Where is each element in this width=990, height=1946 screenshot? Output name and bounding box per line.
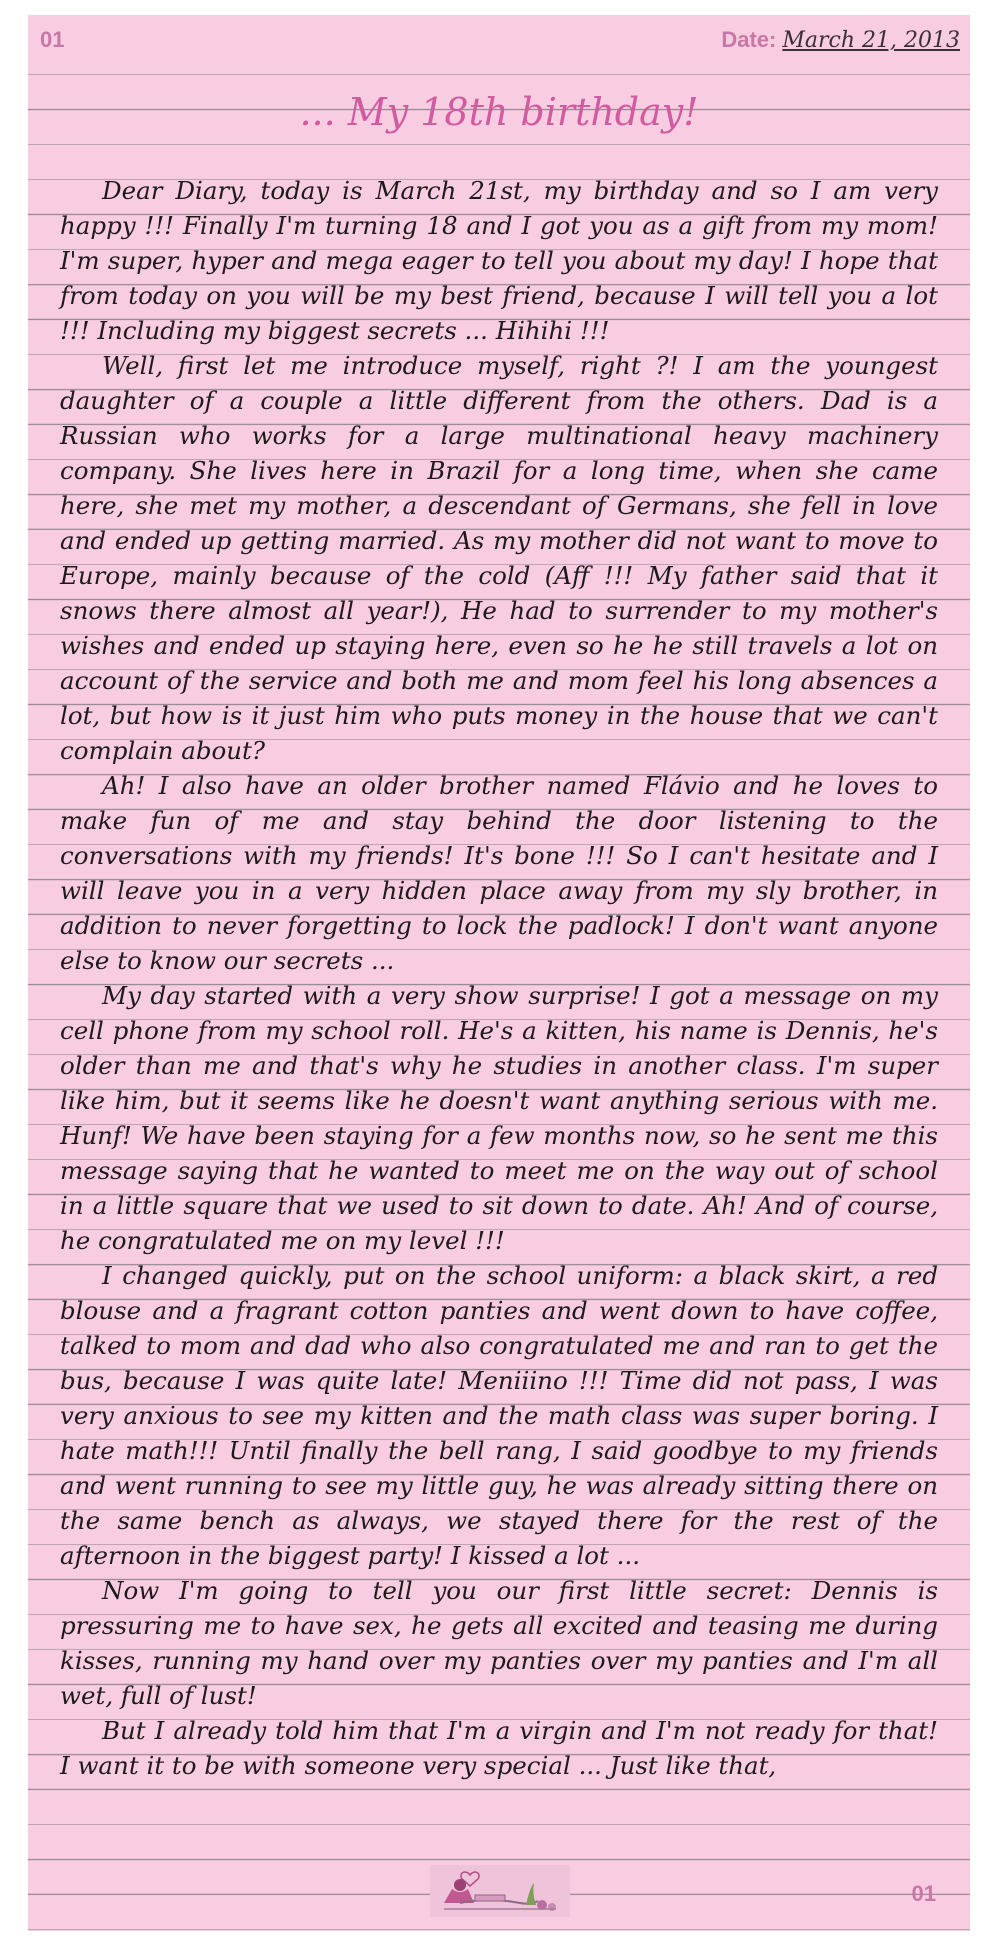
diary-page [28, 15, 970, 1931]
page-number-top: 01 [40, 27, 65, 52]
date-label: Date: [721, 27, 777, 52]
date-value: March 21, 2013 [782, 28, 960, 53]
girl-reading-with-heart-logo-icon [430, 1865, 570, 1917]
diary-paragraph: I changed quickly, put on the school uniform: a black skirt, a red blouse and a fragrant cotton panties and went down to have coffee, talked to mom and dad who also congratulated me and ran to get the bus, because I was quite late! Meniiino !!! Time did not pass, I was very anxious to see my kitten and the math class was super boring. I hate math!!! Until finally the bell rang, I said goodbye to my friends and went running to see my little guy, he was already sitting there on the same bench as always, we stayed there for the rest of the afternoon in the biggest party! I kissed a lot ... [60, 1261, 938, 1570]
diary-paragraph: Ah! I also have an older brother named Flávio and he loves to make fun of me and stay behind the door listening to the conversations with my friends! It's bone !!! So I can't hesitate and I will leave you in a very hidden place away from my sly brother, in addition to never forgetting to lock the padlock! I don't want anyone else to know our secrets ... [60, 771, 938, 975]
diary-entry-body [60, 173, 938, 1783]
diary-paragraph: My day started with a very show surprise! I got a message on my cell phone from my school roll. He's a kitten, his name is Dennis, he's older than me and that's why he studies in another class. I'm super like him, but it seems like he doesn't want anything serious with me. Hunf! We have been staying for a few months now, so he sent me this message saying that he wanted to meet me on the way out of school in a little square that we used to sit down to date. Ah! And of course, he congratulated me on my level !!! [60, 981, 938, 1255]
date-field [721, 27, 960, 53]
diary-paragraph: But I already told him that I'm a virgin and I'm not ready for that! I want it to be with someone very special ... Just like that, [60, 1716, 938, 1780]
diary-paragraph: Well, first let me introduce myself, right ?! I am the youngest daughter of a couple a little different from the others. Dad is a Russian who works for a large multinational heavy machinery company. She lives here in Brazil for a long time, when she came here, she met my mother, a descendant of Germans, she fell in love and ended up getting married. As my mother did not want to move to Europe, mainly because of the cold (Aff !!! My father said that it snows there almost all year!), He had to surrender to my mother's wishes and ended up staying here, even so he he still travels a lot on account of the service and both me and mom feel his long absences a lot, but how is it just him who puts money in the house that we can't complain about? [60, 351, 938, 765]
page-title: ... My 18th birthday! [299, 90, 699, 134]
page-number-bottom: 01 [911, 1881, 936, 1906]
diary-paragraph: Dear Diary, today is March 21st, my birthday and so I am very happy !!! Finally I'm turning 18 and I got you as a gift from my mom! I'm super, hyper and mega eager to tell you about my day! I hope that from today on you will be my best friend, because I will tell you a lot !!! Including my biggest secrets ... Hihihi !!! [60, 176, 938, 345]
diary-paragraph: Now I'm going to tell you our first little secret: Dennis is pressuring me to have sex, he gets all excited and teasing me during kisses, running my hand over my panties over my panties and I'm all wet, full of lust! [60, 1576, 938, 1710]
